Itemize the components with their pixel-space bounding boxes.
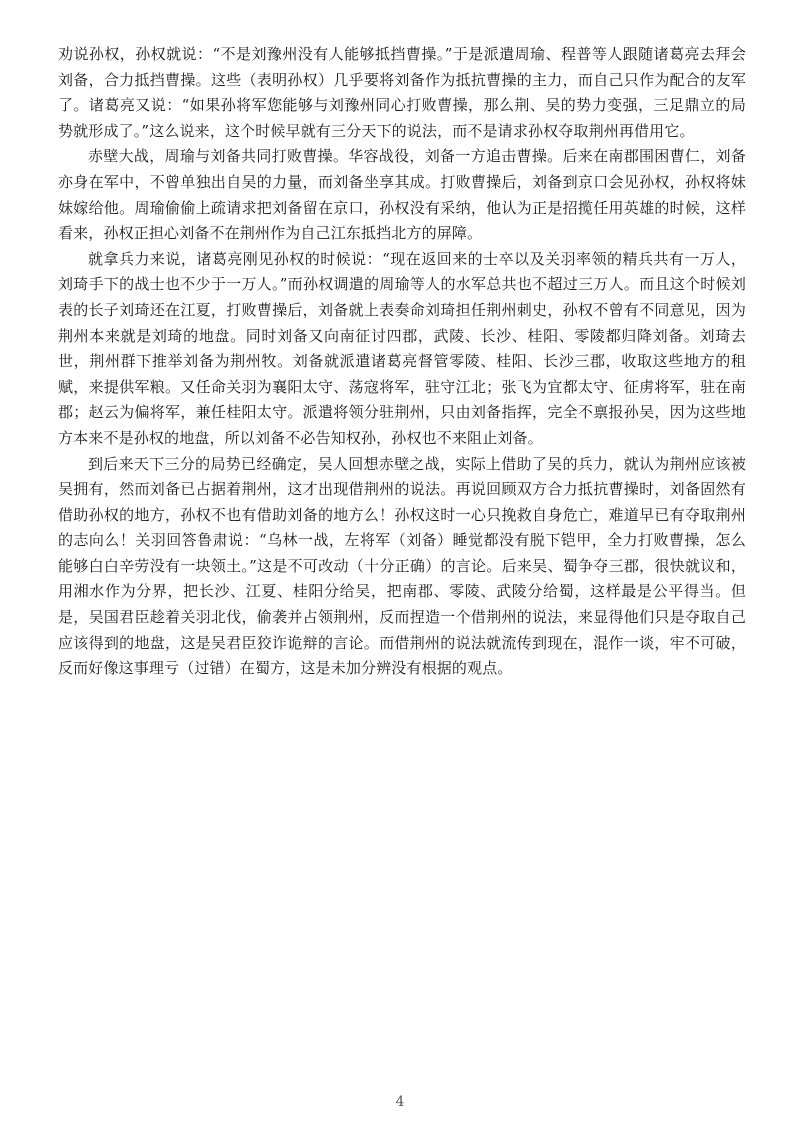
paragraph-2: 赤壁大战，周瑜与刘备共同打败曹操。华容战役，刘备一方追击曹操。后来在南郡围困曹仁，刘备亦身在军中，不曾单独出自吴的力量，而刘备坐享其成。打败曹操后，刘备到京口会见孙权，孙权将妹妹嫁给他。周瑜偷偷上疏请求把刘备留在京口，孙权没有采纳，他认为正是招揽任用英雄的时候，这样看来，孙权正担心刘备不在荆州作为自己江东抵挡北方的屏障。: [58, 147, 746, 243]
document-body: [58, 42, 746, 682]
page-number: 4: [395, 1094, 405, 1110]
paragraph-4: 到后来天下三分的局势已经确定，吴人回想赤壁之战，实际上借助了吴的兵力，就认为荆州应该被吴拥有，然而刘备已占据着荆州，这才出现借荆州的说法。再说回顾双方合力抵抗曹操时，刘备固然有借助孙权的地方，孙权不也有借助刘备的地方么！孙权这时一心只挽救自身危亡，难道早已有夺取荆州的志向么！关羽回答鲁肃说：“乌林一战，左将军（刘备）睡觉都没有脱下铠甲，全力打败曹操，怎么能够白白辛劳没有一块领土。”这是不可改动（十分正确）的言论。后来吴、蜀争夺三郡，很快就议和，用湘水作为分界，把长沙、江夏、桂阳分给吴，把南郡、零陵、武陵分给蜀，这样最是公平得当。但是，吴国君臣趁着关羽北伐，偷袭并占领荆州，反而捏造一个借荆州的说法，来显得他们只是夺取自己应该得到的地盘，这是吴君臣狡诈诡辩的言论。而借荆州的说法就流传到现在，混作一谈，牢不可破，反而好像这事理亏（过错）在蜀方，这是未加分辨没有根据的观点。: [58, 454, 746, 678]
paragraph-3: 就拿兵力来说，诸葛亮刚见孙权的时候说：“现在返回来的士卒以及关羽率领的精兵共有一万人，刘琦手下的战士也不少于一万人。”而孙权调遣的周瑜等人的水军总共也不超过三万人。而且这个时候刘表的长子刘琦还在江夏，打败曹操后，刘备就上表奏命刘琦担任荆州刺史，孙权不曾有不同意见，因为荆州本来就是刘琦的地盘。同时刘备又向南征讨四郡，武陵、长沙、桂阳、零陵都归降刘备。刘琦去世，荆州群下推举刘备为荆州牧。刘备就派遣诸葛亮督管零陵、桂阳、长沙三郡，收取这些地方的租赋，来提供军粮。又任命关羽为襄阳太守、荡寇将军，驻守江北；张飞为宜都太守、征虏将军，驻在南郡；赵云为偏将军，兼任桂阳太守。派遣将领分驻荆州，只由刘备指挥，完全不禀报孙吴，因为这些地方本来不是孙权的地盘，所以刘备不必告知权孙，孙权也不来阻止刘备。: [58, 249, 746, 447]
paragraph-1: 劝说孙权，孙权就说：“不是刘豫州没有人能够抵挡曹操。”于是派遣周瑜、程普等人跟随诸葛亮去拜会刘备，合力抵挡曹操。这些（表明孙权）几乎要将刘备作为抵抗曹操的主力，而自己只作为配合的友军了。诸葛亮又说：“如果孙将军您能够与刘豫州同心打败曹操，那么荆、吴的势力变强，三足鼎立的局势就形成了。”这么说来，这个时候早就有三分天下的说法，而不是请求孙权夺取荆州再借用它。: [58, 45, 746, 140]
